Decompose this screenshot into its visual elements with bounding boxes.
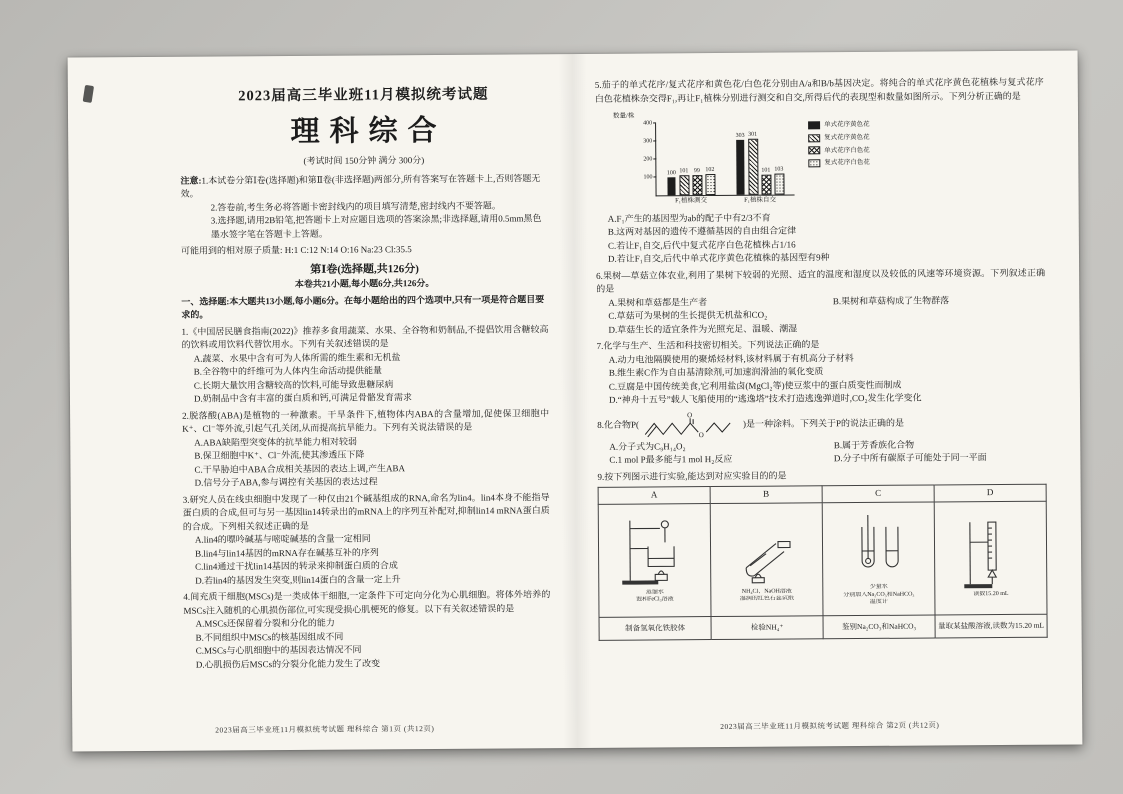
y-tick-label: 200 [643, 156, 653, 163]
question-8-option-b: B.属于芳香族化合物 [833, 439, 915, 450]
bar-rect [761, 174, 771, 194]
q9-cell-a [598, 503, 711, 617]
question-1-option-c: C.长期大量饮用含糖较高的饮料,可能导致患糖尿病 [193, 379, 394, 391]
question-2-stem: 2.脱落酸(ABA)是植物的一种激素。干旱条件下,植物体内ABA的含量增加,促使保卫细胞中K⁺、Cl⁻等外流,引起气孔关闭,从而提高抗旱能力。下列有关说法错误的是 [182, 407, 550, 434]
q9-cell-d [934, 501, 1047, 615]
bar-value-label: 103 [774, 166, 784, 173]
question-8-stem-pre: 8.化合物P( [597, 419, 639, 430]
question-8-option-c: C.1 mol P最多能与1 mol H₂反应 [609, 454, 733, 466]
q9-caption-b: 检验NH₄⁺ [711, 616, 823, 640]
bar-rect [705, 174, 715, 194]
bar-value-label: 101 [679, 167, 689, 174]
bar-rect [667, 177, 675, 195]
question-5-option-b: B.这两对基因的遗传不遵循基因的自由组合定律 [607, 225, 797, 238]
y-tick-label: 400 [643, 120, 653, 127]
question-2 [182, 407, 550, 491]
bar-rect [679, 175, 689, 195]
legend-item [808, 133, 870, 143]
bar [667, 123, 677, 195]
question-8-stem [597, 407, 1046, 440]
page-2 [573, 50, 1083, 748]
question-2-option-a: A.ABA缺陷型突变体的抗旱能力相对较弱 [194, 436, 358, 448]
section-1-subtitle: 本卷共21小题,每小题6分,共126分。 [294, 278, 435, 290]
notice-line [180, 172, 547, 202]
buret-icon [955, 517, 1026, 589]
exam-info: (考试时间 150分钟 满分 300分) [303, 155, 425, 167]
question-5-stem: 5.茄子的单式花序/复式花序和黄色花/白色花分别由A/a和B/b基因决定。将纯合的单式花序黄色花植株与复式花序白色花植株杂交得F₁,再让F₁植株分别进行测交和自交,所得后代的表现型和数量如图所示。下列分析正确的是 [594, 76, 1044, 104]
question-2-option-d: D.信号分子ABA,参与调控有关基因的表达过程 [194, 476, 378, 488]
bar [736, 123, 746, 195]
q9-header-b: B [710, 486, 822, 503]
bar-value-label: 303 [735, 133, 745, 140]
svg-text:O: O [686, 410, 692, 419]
q9-header-a: A [598, 487, 710, 504]
q9-experiment-table [598, 484, 1048, 641]
question-8-option-a: A.分子式为C₉H₁₄O₂ [609, 440, 686, 452]
chem-structure-P-icon [641, 410, 741, 441]
bar-rect [736, 140, 744, 195]
legend-swatch [808, 147, 820, 155]
bar-value-label: 100 [666, 170, 676, 177]
bar-value-label: 101 [761, 167, 771, 174]
subject-title: 理科综合 [290, 114, 447, 148]
question-6-option-d: D.草菇生长的适宜条件为光照充足、温暖、潮湿 [608, 323, 798, 335]
chart-plot-area [643, 120, 795, 205]
question-9-stem: 9.按下列图示进行实验,能达到对应实验目的的是 [597, 470, 787, 482]
chart-groups [656, 122, 794, 205]
question-1-stem: 1.《中国居民膳食指南(2022)》推荐多食用蔬菜、水果、全谷物和奶制品,不提倡饮用含糖较高的饮料或用饮料代替饮用水。下列有关叙述错误的是 [181, 323, 549, 350]
question-1-option-d: D.奶制品中含有丰富的蛋白质和钙,可满足骨骼发育需求 [193, 392, 413, 404]
bar [774, 122, 785, 194]
notice-item-2: 2.答卷前,考生务必将答题卡密封线内的项目填写清楚,密封线内不要答题。 [210, 200, 501, 213]
question-4-option-d: D.心肌损伤后MSCs的分裂分化能力发生了改变 [195, 658, 381, 670]
question-5-option-c: C.若让F₁自交,后代中复式花序白色花植株占1/16 [607, 239, 796, 251]
question-4-option-c: C.MSCs与心肌细胞中的基因表达情况不同 [195, 644, 362, 656]
q9-cell-b [710, 503, 823, 617]
question-3-option-c: C.lin4通过干扰lin14基因的转录来抑制蛋白质的合成 [195, 560, 398, 572]
bar-rect [692, 175, 702, 195]
question-6-stem: 6.果树—草菇立体农业,利用了果树下较弱的光照、适宜的温度和湿度以及较低的风速等环境资源。下列叙述正确的是 [596, 267, 1046, 295]
question-8-stem-post: )是一种涂料。下列关于P的说法正确的是 [742, 417, 904, 429]
page-1 [68, 54, 578, 752]
page-2-footer: 2023届高三毕业班11月模拟统考试题 理科综合 第2页 (共12页) [720, 720, 940, 731]
question-3-option-b: B.lin4与lin14基因的mRNA存在碱基互补的序列 [195, 547, 379, 559]
question-5 [595, 76, 1045, 267]
question-7-stem: 7.化学与生产、生活和科技密切相关。下列说法正确的是 [596, 339, 820, 352]
bar-group [725, 122, 795, 204]
notice-label: 注意: [180, 175, 202, 186]
legend-item [808, 120, 870, 130]
question-6-option-b: B.果树和草菇构成了生物群落 [832, 295, 950, 306]
test-tube-litmus-icon [731, 515, 802, 587]
x-category-label: F₁植株自交 [744, 196, 777, 204]
question-1-option-a: A.蔬菜、水果中含有可为人体所需的维生素和无机盐 [193, 351, 401, 364]
question-2-option-c: C.干旱胁迫中ABA合成相关基因的表达上调,产生ABA [194, 462, 406, 475]
q9-cell-c-labels: 少量水 分别加入Na₂CO₃和NaHCO₃ 温度计 [843, 583, 915, 605]
bar [748, 122, 759, 194]
question-8 [597, 407, 1046, 467]
legend-label: 复式花序白色花 [824, 159, 870, 167]
question-7-option-a: A.动力电池隔膜使用的聚烯烃材料,该材料属于有机高分子材料 [608, 352, 854, 365]
question-4-stem: 4.间充质干细胞(MSCs)是一类成体干细胞,一定条件下可定向分化为心肌细胞。将体外培养的MSCs注入随机的心肌损伤部位,可实现受损心肌梗死的修复。以下有关叙述错误的是 [183, 589, 551, 616]
y-tick-label: 100 [643, 174, 653, 181]
question-8-option-d: D.分子中所有碳原子可能处于同一平面 [833, 452, 987, 464]
question-6-option-a: A.果树和草菇都是生产者 [608, 296, 708, 308]
legend-label: 复式花序黄色花 [824, 133, 870, 142]
notice-item-3: 3.选择题,请用2B铅笔,把答题卡上对应题目选项的答案涂黑;非选择题,请用0.5mm黑色墨水签字笔在答题卡上答题。 [210, 213, 542, 240]
bar [692, 123, 703, 195]
bar-value-label: 99 [693, 168, 700, 175]
page-1-footer: 2023届高三毕业班11月模拟统考试题 理科综合 第1页 (共12页) [215, 723, 435, 735]
notice-block [180, 172, 547, 242]
question-6-option-c: C.草菇可为果树的生长提供无机盐和CO₂ [608, 309, 768, 322]
section-1-title: 第Ⅰ卷(选择题,共126分) [310, 262, 419, 276]
exam-title: 2023届高三毕业班11月模拟统考试题 [238, 86, 489, 105]
y-tick-label: 300 [643, 138, 653, 145]
svg-text:O: O [698, 430, 704, 439]
question-3-stem: 3.研究人员在线虫细胞中发现了一种仅由21个碱基组成的RNA,命名为lin4。lin4本身不能指导蛋白质的合成,但可与另一基因lin14转录出的mRNA上的序列互补配对,抑制lin14 mRNA蛋白质的合成。下列相关叙述正确的是 [182, 491, 550, 532]
chart-legend [808, 120, 870, 168]
bar [679, 123, 690, 195]
legend-swatch [808, 134, 820, 142]
q9-caption-a: 制备氢氧化铁胶体 [599, 616, 711, 640]
bar [761, 122, 772, 194]
bar-rect [748, 138, 758, 194]
question-3-option-d: D.若lin4的基因发生突变,则lin14蛋白的含量一定上升 [195, 573, 401, 586]
two-test-tubes-thermometer-icon [843, 511, 914, 583]
question-9 [597, 467, 1047, 640]
bar-value-label: 102 [705, 167, 715, 174]
legend-item [808, 145, 870, 155]
question-7-option-b: B.维生素C作为自由基清除剂,可加速润滑油的氧化变质 [608, 366, 824, 379]
chart-axis [612, 110, 795, 205]
question-8-options-row-2 [597, 451, 1046, 468]
q9-caption-c: 鉴别Na₂CO₃和NaHCO₃ [823, 615, 935, 639]
question-5-option-d: D.若让F₁自交,后代中单式花序黄色花植株的基因型有9种 [607, 252, 830, 265]
atomic-mass-note: 可能用到的相对原子质量: H:1 C:12 N:14 O:16 Na:23 Cl:35.5 [180, 244, 412, 256]
legend-item [808, 158, 870, 168]
multiple-choice-intro: 一、选择题:本大题共13小题,每小题6分。在每小题给出的四个选项中,只有一项是符合题目要求的。 [181, 293, 545, 320]
q9-header-c: C [822, 485, 934, 502]
question-3-option-a: A.lin4的嘌呤碱基与嘧啶碱基的含量一定相同 [194, 533, 371, 545]
question-7-option-d: D.“神舟十五号”载人飞船使用的“逃逸塔”技术打造逃逸弹道时,CO₂发生化学变化 [608, 392, 922, 406]
question-4 [183, 588, 551, 672]
question-6 [596, 266, 1045, 337]
bar-rect [774, 174, 784, 195]
x-category-label: F₁植株测交 [675, 196, 708, 205]
bar-value-label: 301 [748, 131, 758, 138]
q5-bar-chart [612, 109, 1045, 205]
chart-y-axis-label: 数量/株 [612, 112, 635, 120]
question-1 [181, 323, 549, 407]
question-4-option-a: A.MSCs还保留着分裂和分化的能力 [195, 617, 335, 629]
notice-item-1: 1.本试卷分第Ⅰ卷(选择题)和第Ⅱ卷(非选择题)两部分,所有答案写在答题卡上,否则答题无效。 [180, 172, 541, 199]
q9-cell-b-labels: NH₄Cl、NaOH溶液 湿润的红色石蕊试纸 [739, 588, 794, 603]
q9-cell-a-labels: 蒸馏水 饱和FeCl₃溶液 [635, 589, 674, 603]
exam-paper-scan [68, 50, 1083, 751]
question-3 [183, 491, 551, 588]
legend-swatch [808, 159, 820, 167]
q9-cell-c [822, 502, 935, 616]
bar-group [656, 123, 726, 205]
question-5-option-a: A.F₁产生的基因型为ab的配子中有2/3不育 [607, 212, 771, 224]
chart-wrap [612, 109, 1045, 205]
q9-header-d: D [934, 484, 1046, 501]
q9-cell-d-labels: 读数15.20 mL [973, 590, 1009, 597]
q9-caption-d: 量取某盐酸溶液,读数为15.20 mL [935, 614, 1047, 638]
question-1-option-b: B.全谷物中的纤维可为人体内生命活动提供能量 [193, 365, 383, 377]
bar [705, 123, 716, 195]
question-7 [597, 337, 1046, 408]
question-2-option-b: B.保卫细胞中K⁺、Cl⁻外流,使其渗透压下降 [194, 449, 365, 461]
iron-stand-beaker-icon [619, 516, 690, 588]
question-4-option-b: B.不同组织中MSCs的核基因组成不同 [195, 631, 344, 643]
question-7-option-c: C.豆腐是中国传统美食,它利用盐卤(MgCl₂等)使豆浆中的蛋白质变性而制成 [608, 379, 902, 392]
legend-swatch [808, 121, 820, 129]
legend-label: 单式花序黄色花 [824, 120, 870, 129]
legend-label: 单式花序白色花 [824, 146, 870, 154]
